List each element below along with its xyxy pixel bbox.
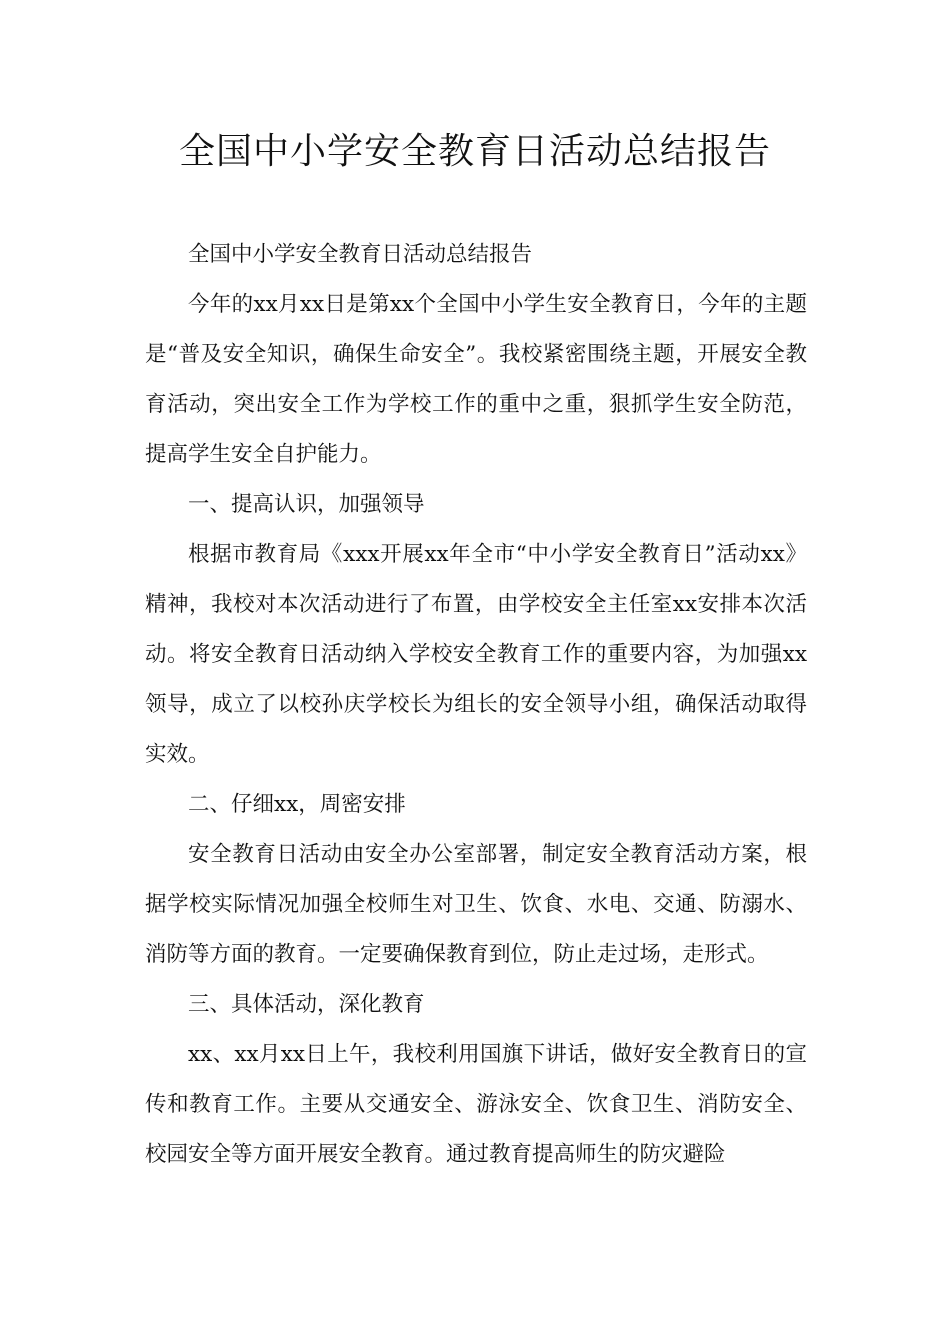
document-body xyxy=(145,230,807,1180)
paragraph-subtitle: 全国中小学安全教育日活动总结报告 xyxy=(188,242,533,267)
paragraph-section-2: 安全教育日活动由安全办公室部署，制定安全教育活动方案，根据学校实际情况加强全校师生对卫生、饮食、水电、交通、防溺水、消防等方面的教育。一定要确保教育到位，防止走过场，走形式。 xyxy=(145,842,807,967)
section-heading-1: 一、提高认识，加强领导 xyxy=(188,492,425,517)
paragraph-intro: 今年的xx月xx日是第xx个全国中小学生安全教育日，今年的主题是“普及安全知识，确保生命安全”。我校紧密围绕主题，开展安全教育活动，突出安全工作为学校工作的重中之重，狠抓学生安全防范，提高学生安全自护能力。 xyxy=(145,292,807,467)
section-heading-2: 二、仔细xx，周密安排 xyxy=(188,792,406,817)
section-heading-3: 三、具体活动，深化教育 xyxy=(188,992,425,1017)
document-title: 全国中小学安全教育日活动总结报告 xyxy=(178,131,771,172)
paragraph-section-1: 根据市教育局《xxx开展xx年全市“中小学安全教育日”活动xx》精神，我校对本次活动进行了布置，由学校安全主任室xx安排本次活动。将安全教育日活动纳入学校安全教育工作的重要内容，为加强xx领导，成立了以校孙庆学校长为组长的安全领导小组，确保活动取得实效。 xyxy=(145,542,807,767)
paragraph-section-3: xx、xx月xx日上午，我校利用国旗下讲话，做好安全教育日的宣传和教育工作。主要从交通安全、游泳安全、饮食卫生、消防安全、校园安全等方面开展安全教育。通过教育提高师生的防灾避险 xyxy=(145,1042,807,1167)
